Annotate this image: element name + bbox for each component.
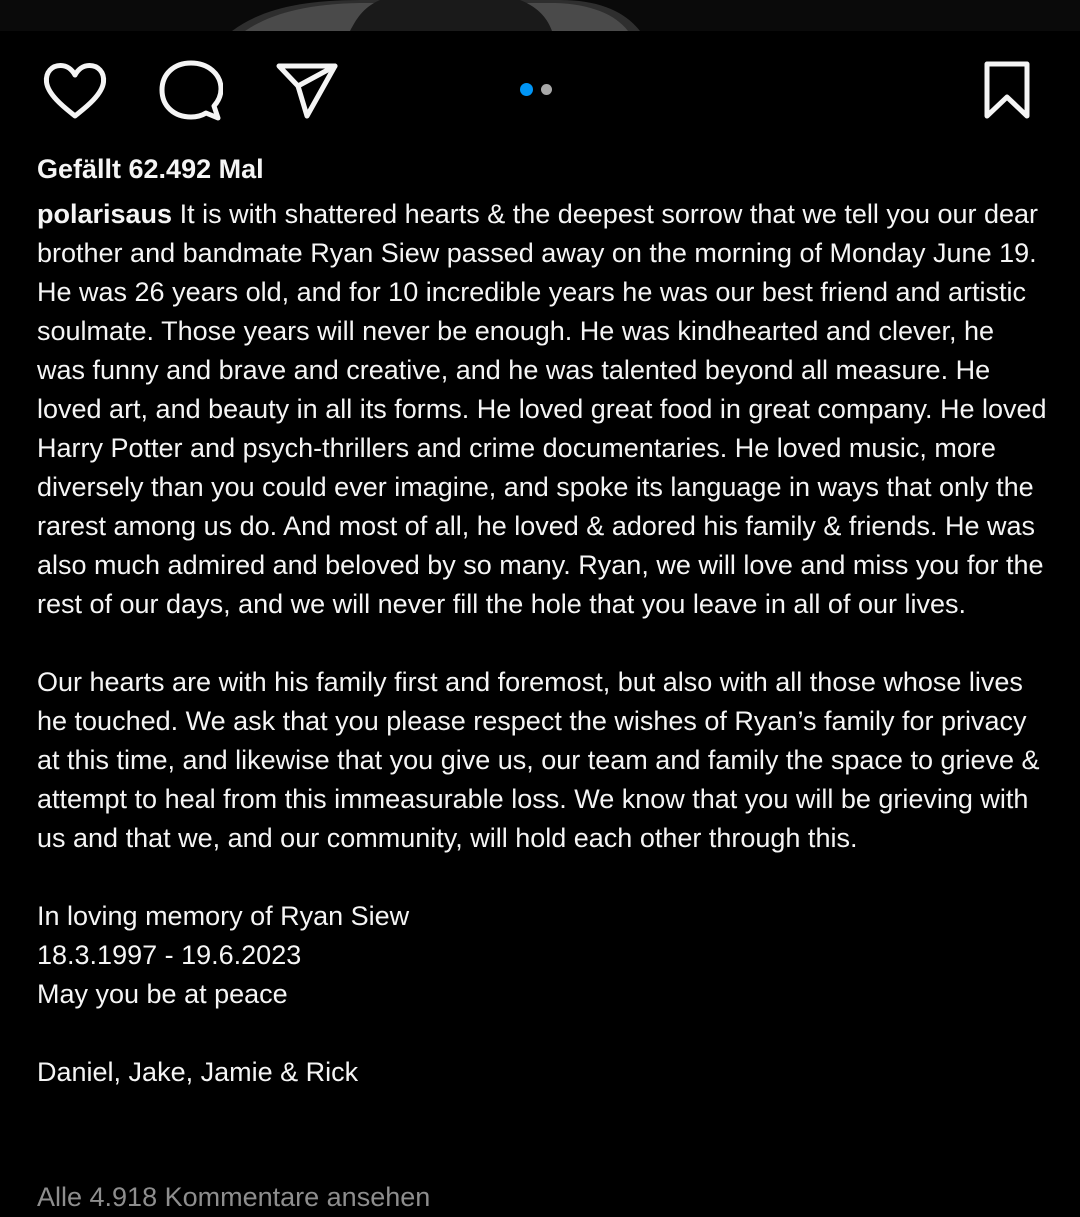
share-button[interactable] — [274, 59, 340, 123]
memorial-line-1: In loving memory of Ryan Siew — [37, 901, 410, 931]
memorial-line-2: 18.3.1997 - 19.6.2023 — [37, 940, 302, 970]
paper-plane-icon — [276, 62, 338, 120]
carousel-indicator — [520, 82, 560, 96]
memorial-line-3: May you be at peace — [37, 979, 288, 1009]
like-button[interactable] — [40, 59, 110, 123]
caption-signoff: Daniel, Jake, Jamie & Rick — [37, 1057, 359, 1087]
post-caption — [37, 195, 1047, 1092]
caption-text-paragraph-1: It is with shattered hearts & the deepest sorrow that we tell you our dear brother and bandmate Ryan Siew passed away on the morning of Monday June 19. He was 26 years old, and for 10 incredible years he was our best friend and artistic soulmate. Those years will never be enough. He was kindhearted and clever, he was funny and brave and creative, and he was talented beyond all measure. He loved art, and beauty in all its forms. He loved great food in great company. He loved Harry Potter and psych-thrillers and crime documentaries. He loved music, more diversely than you could ever imagine, and spoke its language in ways that only the rarest among us do. And most of all, he loved & adored his family & friends. He was also much admired and beloved by so many. Ryan, we will love and miss you for the rest of our days, and we will never fill the hole that you leave in all of our lives. — [37, 199, 1047, 619]
post-image-bottom-edge[interactable] — [0, 0, 1080, 31]
likes-count[interactable]: Gefällt 62.492 Mal — [37, 154, 264, 184]
caption-text-paragraph-2: Our hearts are with his family first and foremost, but also with all those whose lives he touched. We ask that you please respect the wishes of Ryan’s family for privacy at this time, and likewise that you give us, our team and family the space to grieve & attempt to heal from this immeasurable loss. We know that you will be grieving with us and that we, and our community, will hold each other through this. — [37, 667, 1040, 853]
speech-bubble-icon — [159, 60, 223, 122]
comment-button[interactable] — [157, 59, 225, 123]
carousel-dot — [541, 84, 552, 95]
caption-username[interactable]: polarisaus — [37, 199, 173, 229]
view-all-comments-link[interactable]: Alle 4.918 Kommentare ansehen — [37, 1182, 431, 1212]
post-action-bar — [0, 31, 1080, 149]
heart-outline-icon — [42, 61, 108, 121]
bookmark-outline-icon — [981, 60, 1033, 120]
carousel-dot-active — [520, 83, 533, 96]
save-button[interactable] — [977, 57, 1037, 123]
